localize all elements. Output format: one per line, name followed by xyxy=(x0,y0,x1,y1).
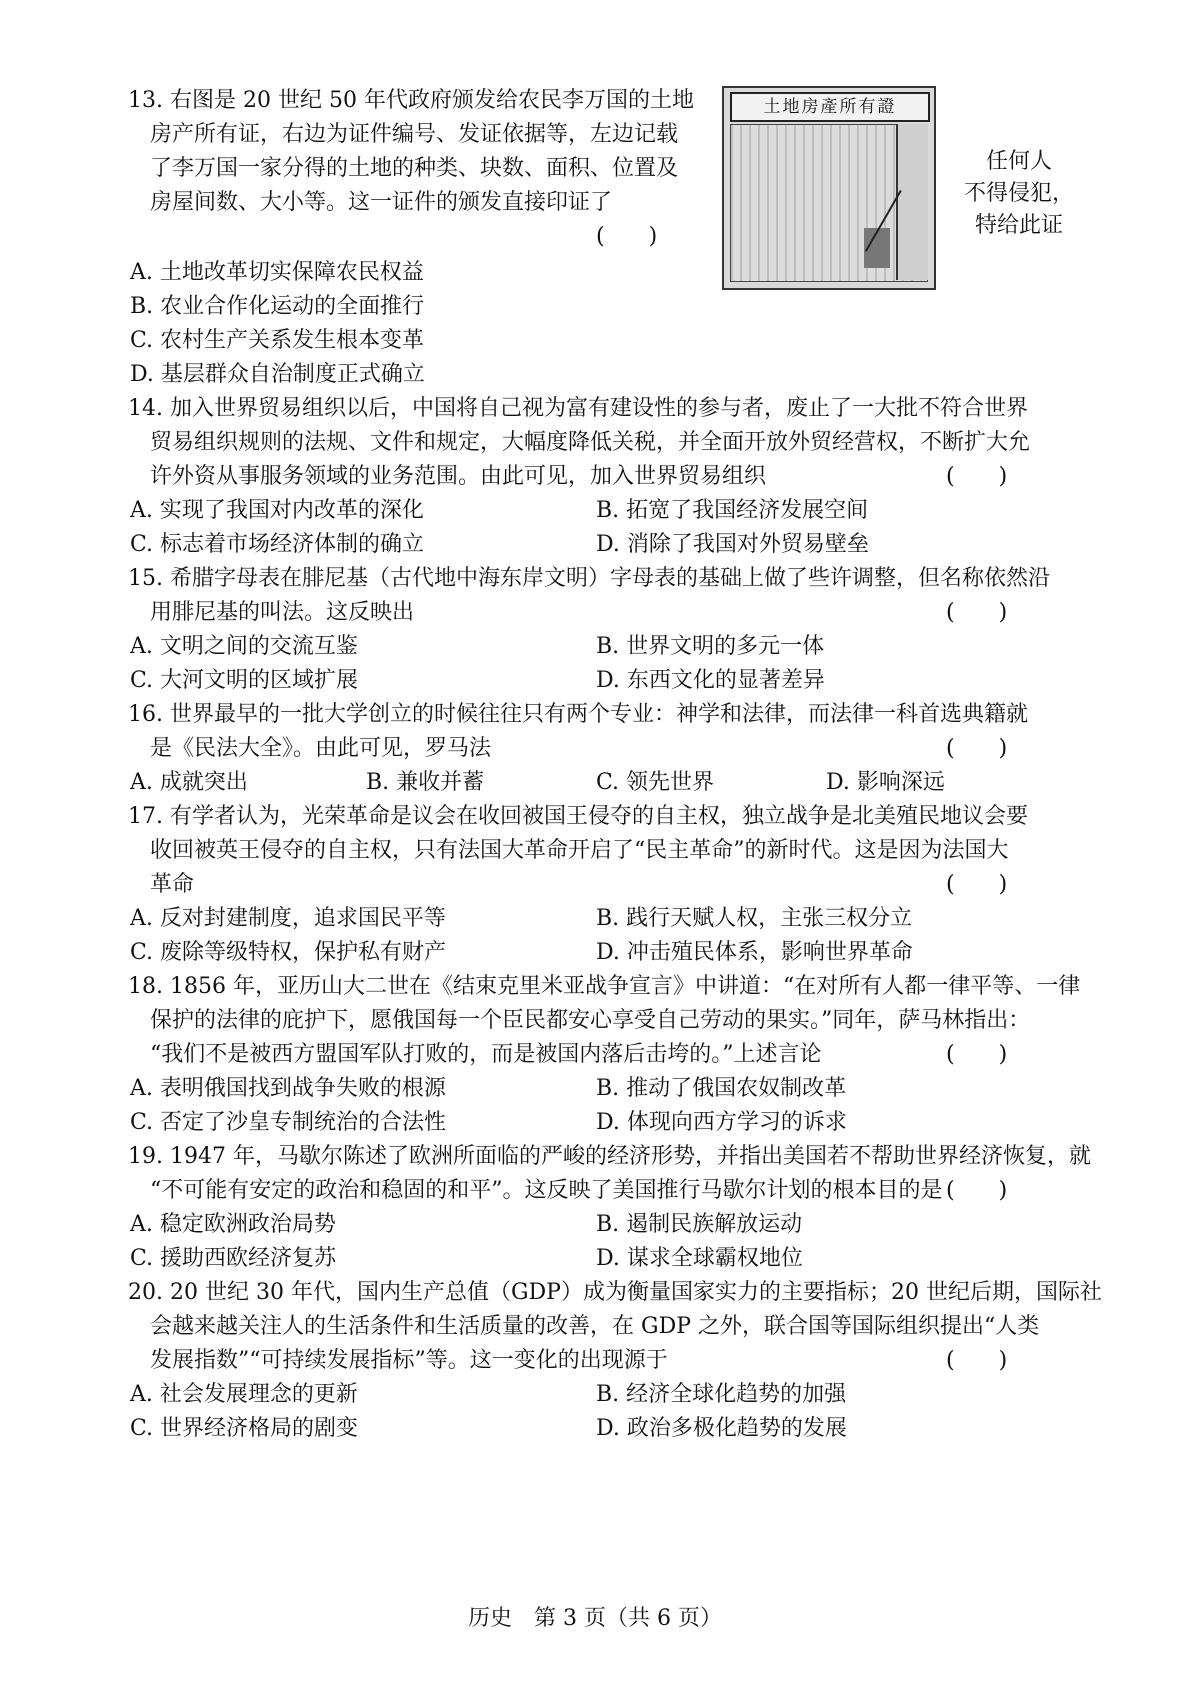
question-18-line-3: “我们不是被西方盟国军队打败的，而是被国内落后击垮的。”上述言论 xyxy=(150,1042,822,1067)
option-17-d: D. 冲击殖民体系，影响世界革命 xyxy=(596,940,913,965)
question-19-line-2: “不可能有安定的政治和稳固的和平”。这反映了美国推行马歇尔计划的根本目的是 xyxy=(150,1178,943,1203)
option-13-a: A. 土地改革切实保障农民权益 xyxy=(130,260,424,285)
certificate-header: 土地房產所有證 xyxy=(730,92,930,122)
question-14-line-2: 贸易组织规则的法规、文件和规定，大幅度降低关税，并全面开放外贸经营权，不断扩大允 xyxy=(150,430,1031,455)
option-14-b: B. 拓宽了我国经济发展空间 xyxy=(596,498,869,523)
question-17-line-1: 17. 有学者认为，光荣革命是议会在收回被国王侵夺的自主权，独立战争是北美殖民地议会要 xyxy=(128,804,1028,829)
answer-paren-13: ( ) xyxy=(596,224,658,249)
option-13-b: B. 农业合作化运动的全面推行 xyxy=(130,294,425,319)
land-certificate-image xyxy=(722,86,936,290)
question-14-line-1: 14. 加入世界贸易组织以后，中国将自己视为富有建设性的参与者，废止了一大批不符合世界 xyxy=(128,396,1028,421)
option-20-b: B. 经济全球化趋势的加强 xyxy=(596,1382,847,1407)
option-19-a: A. 稳定欧洲政治局势 xyxy=(130,1212,336,1237)
answer-paren-17: ( ) xyxy=(946,872,1008,897)
question-16-line-2: 是《民法大全》。由此可见，罗马法 xyxy=(150,736,492,761)
certificate-side-strip xyxy=(896,124,928,280)
answer-paren-20: ( ) xyxy=(946,1348,1008,1373)
option-14-d: D. 消除了我国对外贸易壁垒 xyxy=(596,532,869,557)
option-16-a: A. 成就突出 xyxy=(130,770,248,795)
question-18-line-2: 保护的法律的庇护下，愿俄国每一个臣民都安心享受自己劳动的果实。”同年，萨马林指出： xyxy=(150,1008,1031,1033)
certificate-callout xyxy=(964,146,1074,242)
option-20-c: C. 世界经济格局的剧变 xyxy=(130,1416,359,1441)
option-15-d: D. 东西文化的显著差异 xyxy=(596,668,825,693)
question-13-line-1: 13. 右图是 20 世纪 50 年代政府颁发给农民李万国的土地 xyxy=(128,88,694,113)
question-17-line-3: 革命 xyxy=(150,872,195,897)
question-15-line-1: 15. 希腊字母表在腓尼基（古代地中海东岸文明）字母表的基础上做了些许调整，但名称依然沿 xyxy=(128,566,1050,591)
option-15-b: B. 世界文明的多元一体 xyxy=(596,634,825,659)
question-17-line-2: 收回被英王侵夺的自主权，只有法国大革命开启了“民主革命”的新时代。这是因为法国大 xyxy=(150,838,1009,863)
question-13-line-3: 了李万国一家分得的土地的种类、块数、面积、位置及 xyxy=(150,156,679,181)
option-16-c: C. 领先世界 xyxy=(596,770,715,795)
page-footer: 历史 第 3 页（共 6 页） xyxy=(468,1606,722,1631)
callout-line-2: 不得侵犯， xyxy=(964,181,1075,206)
option-16-b: B. 兼收并蓄 xyxy=(366,770,485,795)
option-19-c: C. 援助西欧经济复苏 xyxy=(130,1246,337,1271)
option-15-c: C. 大河文明的区域扩展 xyxy=(130,668,359,693)
option-20-d: D. 政治多极化趋势的发展 xyxy=(596,1416,847,1441)
answer-paren-15: ( ) xyxy=(946,600,1008,625)
answer-paren-18: ( ) xyxy=(946,1042,1008,1067)
option-14-c: C. 标志着市场经济体制的确立 xyxy=(130,532,425,557)
question-19-line-1: 19. 1947 年，马歇尔陈述了欧洲所面临的严峻的经济形势，并指出美国若不帮助世界经济恢复，就 xyxy=(128,1144,1091,1169)
option-18-b: B. 推动了俄国农奴制改革 xyxy=(596,1076,847,1101)
option-19-d: D. 谋求全球霸权地位 xyxy=(596,1246,803,1271)
answer-paren-19: ( ) xyxy=(946,1178,1008,1203)
question-13-line-4: 房屋间数、大小等。这一证件的颁发直接印证了 xyxy=(150,190,613,215)
option-19-b: B. 遏制民族解放运动 xyxy=(596,1212,803,1237)
question-20-line-1: 20. 20 世纪 30 年代，国内生产总值（GDP）成为衡量国家实力的主要指标；20 世纪后期，国际社 xyxy=(128,1280,1102,1305)
option-14-a: A. 实现了我国对内改革的深化 xyxy=(130,498,424,523)
question-20-line-3: 发展指数”“可持续发展指标”等。这一变化的出现源于 xyxy=(150,1348,668,1373)
question-20-line-2: 会越来越关注人的生活条件和生活质量的改善，在 GDP 之外，联合国等国际组织提出“人类 xyxy=(150,1314,1040,1339)
option-15-a: A. 文明之间的交流互鉴 xyxy=(130,634,358,659)
option-17-b: B. 践行天赋人权，主张三权分立 xyxy=(596,906,913,931)
option-13-c: C. 农村生产关系发生根本变革 xyxy=(130,328,425,353)
question-13-line-2: 房产所有证，右边为证件编号、发证依据等，左边记载 xyxy=(150,122,679,147)
answer-paren-16: ( ) xyxy=(946,736,1008,761)
question-14-line-3: 许外资从事服务领域的业务范围。由此可见，加入世界贸易组织 xyxy=(150,464,767,489)
question-16-line-1: 16. 世界最早的一批大学创立的时候往往只有两个专业：神学和法律，而法律一科首选典籍就 xyxy=(128,702,1028,727)
option-20-a: A. 社会发展理念的更新 xyxy=(130,1382,358,1407)
callout-line-3: 特给此证 xyxy=(974,213,1063,238)
answer-paren-14: ( ) xyxy=(946,464,1008,489)
callout-line-1: 任何人 xyxy=(985,149,1052,174)
option-17-c: C. 废除等级特权，保护私有财产 xyxy=(130,940,447,965)
option-18-d: D. 体现向西方学习的诉求 xyxy=(596,1110,847,1135)
option-16-d: D. 影响深远 xyxy=(826,770,945,795)
option-18-c: C. 否定了沙皇专制统治的合法性 xyxy=(130,1110,447,1135)
question-18-line-1: 18. 1856 年，亚历山大二世在《结束克里米亚战争宣言》中讲道：“在对所有人都一律平等、一律 xyxy=(128,974,1081,999)
option-13-d: D. 基层群众自治制度正式确立 xyxy=(130,362,425,387)
question-15-line-2: 用腓尼基的叫法。这反映出 xyxy=(150,600,415,625)
option-18-a: A. 表明俄国找到战争失败的根源 xyxy=(130,1076,446,1101)
option-17-a: A. 反对封建制度，追求国民平等 xyxy=(130,906,446,931)
